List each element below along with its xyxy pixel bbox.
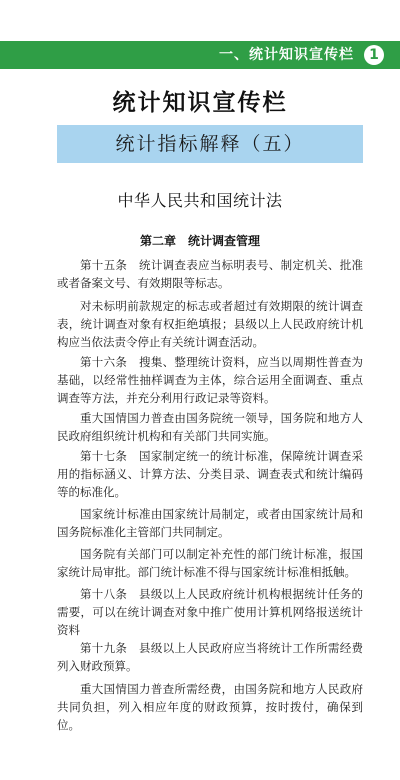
article-16-paragraph: 第十六条 搜集、整理统计资料，应当以周期性普查为基础，以经常性抽样调查为主体，综合运用全面调查、重点调查等方法，并充分利用行政记录等资料。: [57, 355, 363, 405]
article-15-paragraph: 第十五条 统计调查表应当标明表号、制定机关、批准或者备案文号、有效期限等标志。: [57, 258, 363, 290]
chapter-name: 统计调查管理: [188, 234, 261, 248]
page-number-badge: 1: [364, 45, 384, 65]
article-17-clause-paragraph: 国家统计标准由国家统计局制定，或者由国家统计局和国务院标准化主管部门共同制定。: [57, 507, 363, 539]
section-label: 一、统计知识宣传栏: [219, 47, 354, 63]
article-19-paragraph: 第十九条 县级以上人民政府应当将统计工作所需经费列入财政预算。: [57, 641, 363, 673]
article-16-clause-paragraph: 重大国情国力普查由国务院统一领导，国务院和地方人民政府组织统计机构和有关部门共同实施。: [57, 411, 363, 443]
law-title: 中华人民共和国统计法: [117, 191, 283, 210]
article-17-paragraph: 第十七条 国家制定统一的统计标准，保障统计调查采用的指标涵义、计算方法、分类目录、调查表式和统计编码等的标准化。: [57, 449, 363, 499]
subtitle-banner: [57, 125, 363, 163]
article-19-clause-paragraph: 重大国情国力普查所需经费，由国务院和地方人民政府共同负担，列入相应年度的财政预算，按时拨付，确保到位。: [57, 682, 363, 732]
chapter-heading: [0, 232, 400, 249]
article-17-supplement-paragraph: 国务院有关部门可以制定补充性的部门统计标准，报国家统计局审批。部门统计标准不得与国家统计标准相抵触。: [57, 547, 363, 579]
article-18-paragraph: 第十八条 县级以上人民政府统计机构根据统计任务的需要，可以在统计调查对象中推广使用计算机网络报送统计资料: [57, 587, 363, 637]
section-header-bar: [0, 41, 400, 69]
subtitle-text: 统计指标解释（五）: [115, 133, 305, 155]
chapter-number: 第二章: [139, 234, 176, 248]
article-15-clause-paragraph: 对未标明前款规定的标志或者超过有效期限的统计调查表，统计调查对象有权拒绝填报；县级以上人民政府统计机构应当依法责令停止有关统计调查活动。: [57, 299, 363, 349]
column-title: 统计知识宣传栏: [112, 90, 288, 116]
